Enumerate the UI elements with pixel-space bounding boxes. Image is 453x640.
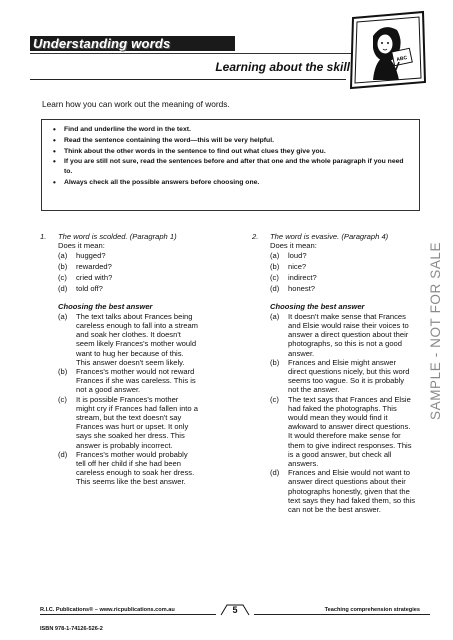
paragraph-reference: (Paragraph 1)	[129, 232, 177, 241]
option-key: (a)	[270, 251, 280, 261]
answer-item	[58, 395, 198, 450]
paragraph-reference: (Paragraph 4)	[341, 232, 389, 241]
answer-key: (d)	[58, 449, 68, 459]
footer-series: Teaching comprehension strategies	[324, 607, 420, 613]
answer-key: (c)	[270, 394, 279, 404]
option-key: (c)	[270, 273, 279, 283]
answer-text: It is possible Frances's mother might cry if Frances had fallen into a stream, but the text doesn't say Frances was hurt or upset. It only says she soaked her dress. This answer is probably incorrect.	[76, 394, 198, 450]
tip-item: • If you are still not sure, read the sentences before and after that one and the whole paragraph if you need to.	[64, 157, 409, 176]
option-text: loud?	[288, 251, 307, 261]
question-2-heading	[252, 232, 422, 241]
answer-text: It doesn't make sense that Frances and Elsie would raise their voices to answer a direct question about their photographs, so this is not a good answer.	[288, 311, 409, 358]
option-key: (d)	[270, 284, 280, 294]
subtitle-divider	[30, 79, 346, 80]
best-answer-heading: Choosing the best answer	[58, 301, 153, 311]
option-key: (c)	[58, 273, 67, 283]
question-2	[252, 232, 422, 514]
question-number: 1.	[40, 232, 47, 241]
tip-item: • Think about the other words in the sentence to find out what clues they give you.	[64, 147, 409, 156]
option-key: (b)	[58, 262, 68, 272]
footer-rule-left	[40, 614, 216, 615]
option-key: (a)	[58, 251, 68, 261]
answer-key: (c)	[58, 394, 67, 404]
answer-text: Frances's mother would not reward Frances if she was careless. This is not a good answer.	[76, 367, 196, 395]
tips-list	[42, 120, 419, 187]
options-list	[58, 251, 220, 293]
isbn-text: ISBN 978-1-74126-526-2	[40, 626, 103, 632]
answer-key: (d)	[270, 468, 280, 478]
question-1-body	[40, 241, 220, 293]
option-text: indirect?	[288, 273, 317, 283]
option-item	[58, 273, 220, 282]
footer-publisher: R.I.C. Publications® – www.ricpublications.com.au	[40, 607, 175, 613]
tip-item: • Always check all the possible answers before choosing one.	[64, 178, 409, 187]
answer-item	[270, 358, 416, 395]
tip-item: • Read the sentence containing the word—this will be very helpful.	[64, 136, 409, 145]
option-item	[270, 284, 422, 293]
answer-text: Frances's mother would probably tell off her child if she had been careless enough to soak her dress. This seems like the best answer.	[76, 449, 195, 487]
section-subtitle: Learning about the skill	[215, 60, 350, 74]
answer-key: (a)	[58, 311, 68, 321]
page-number	[220, 603, 250, 617]
best-answer-heading: Choosing the best answer	[270, 301, 365, 311]
option-key: (b)	[270, 262, 280, 272]
answer-item	[270, 395, 416, 469]
option-text: cried with?	[76, 273, 113, 283]
footer-rule-right	[254, 614, 430, 615]
answer-text: The text says that Frances and Elsie had faked the photographs. This would mean they would find it awkward to answer direct questions. It would therefore make sense for them to give indirect responses. This is a good answer, but check all answers.	[288, 394, 412, 469]
option-item	[270, 251, 422, 260]
option-item	[270, 262, 422, 271]
teacher-illustration	[343, 10, 427, 92]
question-2-body	[252, 241, 422, 293]
answer-key: (b)	[58, 367, 68, 377]
answer-text: Frances and Elsie would not want to answer direct questions about their photographs honestly, given that the text says they had faked them, so this can not be the best answer.	[288, 468, 416, 515]
question-title: The word is scolded.	[58, 232, 128, 241]
answer-item	[58, 367, 198, 395]
question-number: 2.	[252, 232, 259, 241]
answer-item	[270, 468, 416, 514]
answer-item	[58, 450, 198, 487]
illustration-sign-text: ABC	[395, 55, 408, 64]
option-item	[58, 251, 220, 260]
option-item	[58, 262, 220, 271]
option-text: nice?	[288, 262, 307, 272]
page-title: Understanding words	[30, 36, 235, 51]
page-number-text: 5	[232, 605, 238, 615]
tips-box	[41, 119, 420, 211]
option-text: honest?	[288, 284, 316, 294]
question-prompt: Does it mean:	[58, 241, 105, 251]
intro-text: Learn how you can work out the meaning of words.	[42, 99, 230, 109]
answer-text: Frances and Elsie might answer direct questions nicely, but this word seems too vague. So it is probably not the answer.	[288, 357, 410, 395]
answer-key: (b)	[270, 357, 280, 367]
option-text: hugged?	[76, 251, 106, 261]
option-key: (d)	[58, 284, 68, 294]
answer-key: (a)	[270, 311, 280, 321]
question-1	[40, 232, 220, 487]
tip-item: • Find and underline the word in the text.	[64, 125, 409, 134]
option-item	[58, 284, 220, 293]
question-prompt: Does it mean:	[270, 241, 317, 251]
answers-list	[40, 312, 198, 487]
option-text: told off?	[76, 284, 103, 294]
option-text: rewarded?	[76, 262, 112, 272]
answers-list	[252, 312, 416, 514]
question-title: The word is evasive.	[270, 232, 340, 241]
option-item	[270, 273, 422, 282]
sample-watermark: SAMPLE - NOT FOR SALE	[428, 241, 443, 420]
question-1-heading	[40, 232, 220, 241]
answer-item	[270, 312, 416, 358]
options-list	[270, 251, 422, 293]
answer-item	[58, 312, 198, 367]
answer-text: The text talks about Frances being careless enough to fall into a stream and soak her clothes. It doesn't seem likely Frances's mother would want to hug her because of this. This answer doesn't seem likely.	[76, 311, 198, 367]
